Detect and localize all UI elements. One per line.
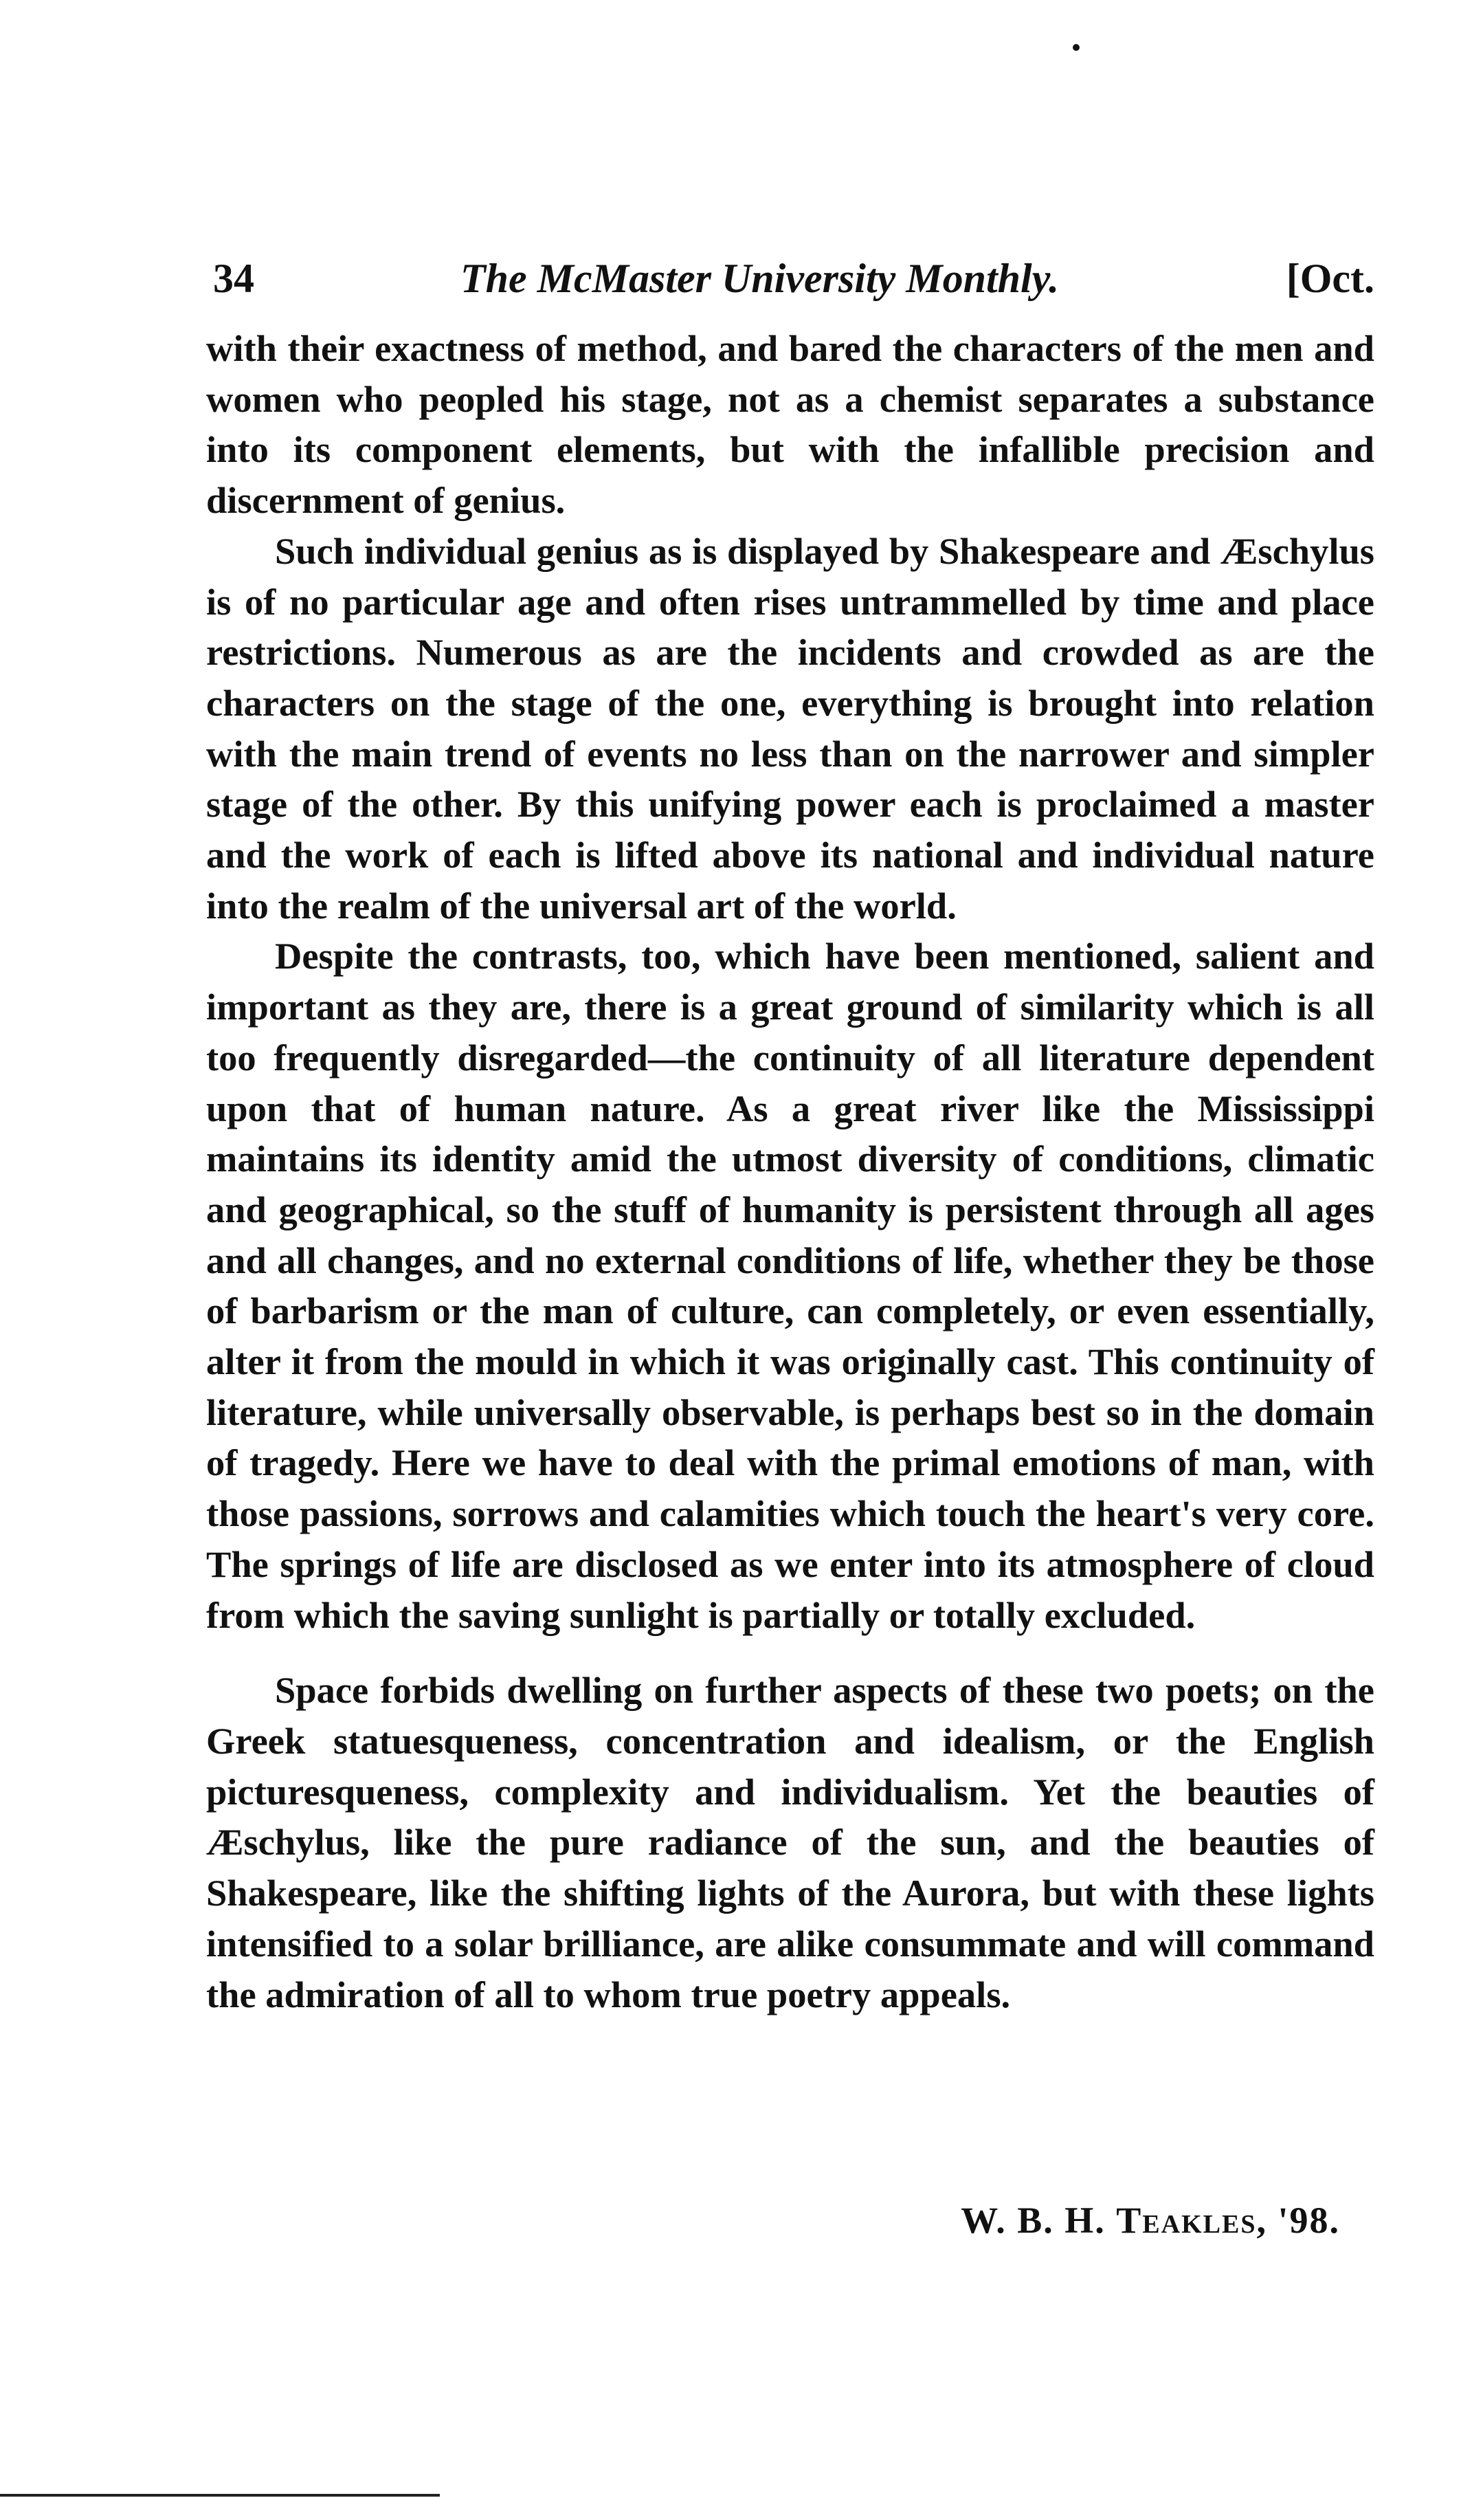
author-signature <box>961 2193 1340 2248</box>
paragraph-continuation: with their exactness of method, and bared the characters of the men and women who peopled his stage, not as a chemist separates a substance into its component elements, but with the infallible precision and discernment of genius. <box>206 327 1374 522</box>
journal-title: The McMaster University Monthly. <box>460 256 1060 301</box>
page-number: 34 <box>213 256 254 301</box>
running-header <box>213 247 1374 309</box>
issue-month: [Oct. <box>1286 256 1374 301</box>
paragraph-continuity: Despite the contrasts, too, which have been mentioned, salient and important as they are, there is a great ground of similarity which is all too frequently disregarded—the continuity of all literature dependent upon that of human nature. As a great river like the Mississippi maintains its identity amid the utmost diversity of conditions, climatic and geographical, so the stuff of humanity is persistent through all ages and all changes, and no external conditions of life, whether they be those of barbarism or the man of culture, can completely, or even essentially, alter it from the mould in which it was originally cast. This continuity of literature, while universally observable, is perhaps best so in the domain of tragedy. Here we have to deal with the primal emotions of man, with those passions, sorrows and calamities which touch the heart's very core. The springs of life are disclosed as we enter into its atmosphere of cloud from which the saving sunlight is partially or totally excluded. <box>206 935 1374 1636</box>
article-body <box>206 323 1374 2020</box>
ink-speck <box>1073 44 1080 51</box>
paragraph-genius: Such individual genius as is displayed by Shakespeare and Æschylus is of no particular age and often rises untrammelled by time and place restrictions. Numerous as are the incidents and crowded as are the characters on the stage of the one, everything is brought into relation with the main trend of events no less than on the narrower and simpler stage of the other. By this unifying power each is proclaimed a master and the work of each is lifted above its national and individual nature into the realm of the universal art of the world. <box>206 529 1374 927</box>
author-surname: Teakles <box>1116 2200 1257 2241</box>
bottom-rule <box>0 2494 440 2497</box>
author-year: , '98. <box>1256 2200 1340 2241</box>
author-initials: W. B. H. <box>961 2200 1106 2241</box>
paragraph-conclusion: Space forbids dwelling on further aspects of these two poets; on the Greek statuesqueness, concentration and idealism, or the English picturesqueness, complexity and individualism. Yet the beauties of Æschylus, like the pure radiance of the sun, and the beauties of Shakespeare, like the shifting lights of the Aurora, but with these lights intensified to a solar brilliance, are alike consummate and will command the admiration of all to whom true poetry appeals. <box>206 1669 1374 2015</box>
